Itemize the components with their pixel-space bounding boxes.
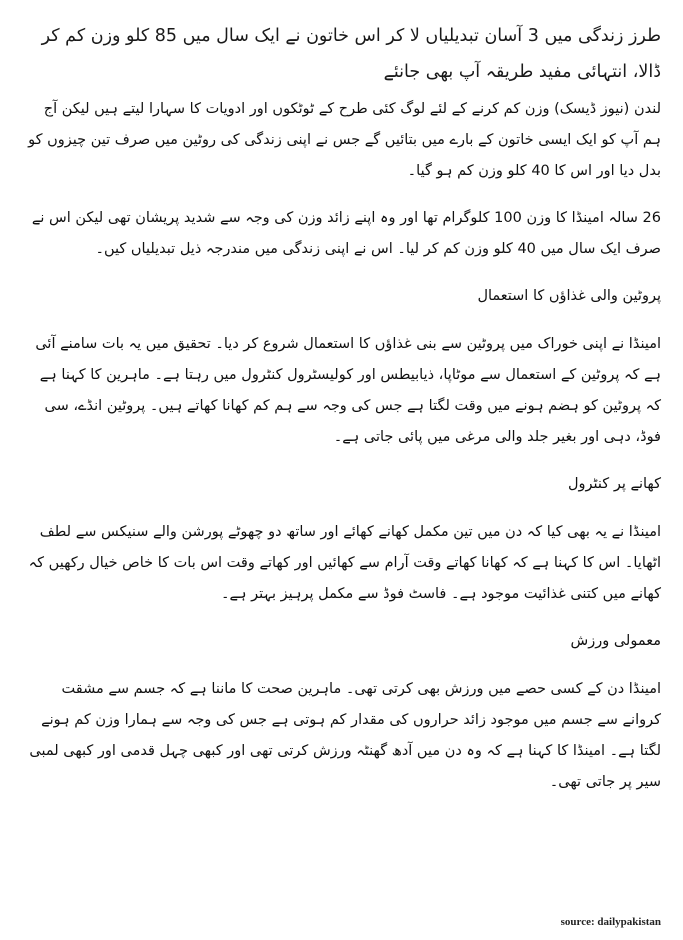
intro-paragraph: لندن (نیوز ڈیسک) وزن کم کرنے کے لئے لوگ کئی طرح کے ٹوٹکوں اور ادویات کا سہارا لیتے ہیں لیکن آج ہم آپ کو ایک ایسی خاتون کے بارے میں بتائیں گے جس نے اپنی زندگی کی روٹین میں صرف تین چیزوں کو بدل دیا اور اس کا 40 کلو وزن کم ہو گیا۔ bbox=[28, 101, 661, 179]
section-body-exercise: امینڈا دن کے کسی حصے میں ورزش بھی کرتی تھی۔ ماہرین صحت کا ماننا ہے کہ جسم سے مشقت کروانے سے جسم میں موجود زائد حراروں کی مقدار کم ہوتی ہے جس کی وجہ سے ہمارا وزن کم ہونے لگتا ہے۔ امینڈا کا کہنا ہے کہ وہ دن میں آدھ گھنٹہ ورزش کرتی تھی اور کبھی چہل قدمی اور کبھی لمبی سیر پر جاتی تھی۔ bbox=[29, 681, 661, 790]
article-title: طرز زندگی میں 3 آسان تبدیلیاں لا کر اس خاتون نے ایک سال میں 85 کلو وزن کم کر ڈالا، انتہائی مفید طریقہ آپ بھی جانئے bbox=[41, 26, 661, 82]
section-body-food-control: امینڈا نے یہ بھی کیا کہ دن میں تین مکمل کھانے کھائے اور ساتھ دو چھوٹے پورشن والے سنیکس سے لطف اٹھایا۔ اس کا کہنا ہے کہ کھانا کھاتے وقت آرام سے کھائیں اور کھاتے وقت اس بات کا خاص خیال رکھیں کہ کھانے میں کتنی غذائیت موجود ہے۔ فاسٹ فوڈ سے مکمل پرہیز بہتر ہے۔ bbox=[28, 524, 661, 602]
section-heading-exercise: معمولی ورزش bbox=[570, 633, 661, 649]
intro-paragraph-2: 26 سالہ امینڈا کا وزن 100 کلوگرام تھا اور وہ اپنے زائد وزن کی وجہ سے شدید پریشان تھی لیکن اس نے صرف ایک سال میں 40 کلو وزن کم کر لیا۔ اس نے اپنی زندگی میں مندرجہ ذیل تبدیلیاں کیں۔ bbox=[31, 210, 661, 257]
section-body-protein: امینڈا نے اپنی خوراک میں پروٹین سے بنی غذاؤں کا استعمال شروع کر دیا۔ تحقیق میں یہ بات سامنے آئی ہے کہ پروٹین کے استعمال سے موٹاپا، ذیابیطس اور کولیسٹرول کنٹرول میں رہتا ہے۔ ماہرین کا کہنا ہے کہ پروٹین کو ہضم ہونے میں وقت لگتا ہے جس کی وجہ سے ہم کم کھانا کھاتے ہیں۔ پروٹین انڈے، سی فوڈ، دہی اور بغیر جلد والی مرغی میں پائی جاتی ہے۔ bbox=[35, 336, 661, 445]
section-heading-food-control: کھانے پر کنٹرول bbox=[568, 476, 661, 492]
source-credit: source: dailypakistan bbox=[560, 916, 661, 928]
section-heading-protein: پروٹین والی غذاؤں کا استعمال bbox=[477, 288, 661, 304]
